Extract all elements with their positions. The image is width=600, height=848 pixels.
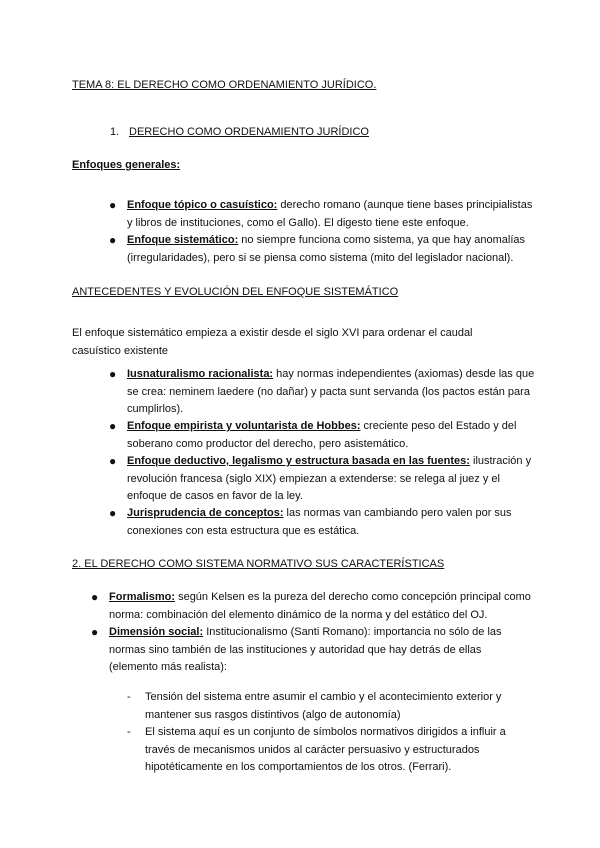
- bullet-text: conexiones con esta estructura que es estática.: [127, 524, 360, 537]
- list-item: [109, 624, 549, 677]
- bullet-text: Institucionalismo (Santi Romano): importancia no sólo de las: [203, 626, 502, 638]
- bullet-dot-icon: ●: [109, 233, 117, 247]
- sub-list-item: [145, 724, 545, 777]
- bullet-text: según Kelsen es la pureza del derecho como concepción principal como: [175, 591, 531, 603]
- bullet-text: se crea: neminem laedere (no dañar) y pacta sunt servanda (los pactos están para: [127, 385, 530, 398]
- bullet-text: revolución francesa (siglo XIX) empiezan a extenderse: se relega al juez y el: [127, 472, 500, 485]
- bullet-dot-icon: ●: [109, 198, 117, 212]
- dash-text: Tensión del sistema entre asumir el cambio y el acontecimiento exterior y: [145, 691, 502, 703]
- bullet-dot-icon: ●: [109, 367, 117, 381]
- bullet-dot-icon: ●: [91, 590, 99, 604]
- section2-heading: 2. EL DERECHO COMO SISTEMA NORMATIVO SUS CARACTERÍSTICAS: [72, 558, 445, 570]
- dash-text: mantener sus rasgos distintivos (algo de autonomía): [145, 708, 401, 721]
- bullet-text: no siempre funciona como sistema, ya que hay anomalías: [238, 234, 526, 246]
- sub-list-item: [145, 689, 545, 724]
- section1-heading: DERECHO COMO ORDENAMIENTO JURÍDICO: [129, 126, 369, 138]
- bullet-text: creciente peso del Estado y del: [360, 420, 517, 432]
- bullet-label: Enfoque deductivo, legalismo y estructura basada en las fuentes:: [127, 455, 470, 467]
- document-title: TEMA 8: EL DERECHO COMO ORDENAMIENTO JURÍDICO.: [72, 79, 377, 91]
- antecedentes-heading: ANTECEDENTES Y EVOLUCIÓN DEL ENFOQUE SISTEMÁTICO: [72, 286, 399, 298]
- list-item: [127, 453, 547, 506]
- list-item: [127, 505, 547, 540]
- bullet-dot-icon: ●: [91, 625, 99, 639]
- list-item: [109, 589, 549, 624]
- bullet-text: y libros de instituciones, como el Gallo). El digesto tiene este enfoque.: [127, 216, 469, 229]
- list-item: [127, 418, 547, 453]
- list-item: [127, 197, 547, 232]
- bullet-label: Enfoque tópico o casuístico:: [127, 199, 278, 211]
- bullet-text: (irregularidades), pero si se piensa como sistema (mito del legislador nacional).: [127, 251, 514, 264]
- bullet-label: Jurisprudencia de conceptos:: [127, 507, 284, 519]
- list-item: [127, 366, 547, 419]
- bullet-label: Formalismo:: [109, 591, 176, 603]
- bullet-dot-icon: ●: [109, 419, 117, 433]
- bullet-text: las normas van cambiando pero valen por sus: [283, 507, 512, 519]
- list-item: [127, 232, 547, 267]
- bullet-label: Iusnaturalismo racionalista:: [127, 368, 274, 380]
- bullet-text: derecho romano (aunque tiene bases principialistas: [277, 199, 533, 211]
- bullet-dot-icon: ●: [109, 506, 117, 520]
- bullet-text: ilustración y: [469, 455, 532, 467]
- enfoques-generales-subheading: Enfoques generales:: [72, 159, 181, 171]
- dash-text: El sistema aquí es un conjunto de símbolos normativos dirigidos a influir a: [145, 726, 506, 738]
- dash-marker-icon: -: [127, 691, 131, 703]
- dash-text: hipotéticamente en los comportamientos de los otros. (Ferrari).: [145, 761, 452, 773]
- bullet-label: Enfoque empirista y voluntarista de Hobbes:: [127, 420, 361, 432]
- dash-marker-icon: -: [127, 726, 131, 738]
- bullet-text: cumplirlos).: [127, 403, 184, 415]
- bullet-text: enfoque de casos en favor de la ley.: [127, 490, 303, 502]
- intro-line: El enfoque sistemático empieza a existir desde el siglo XVI para ordenar el caudal: [72, 327, 473, 339]
- bullet-label: Enfoque sistemático:: [127, 234, 239, 246]
- bullet-label: Dimensión social:: [109, 626, 204, 638]
- antecedentes-intro: [72, 325, 542, 360]
- bullet-text: normas sino también de las instituciones y autoridad que hay detrás de ellas: [109, 643, 482, 656]
- bullet-text: norma: combinación del elemento dinámico de la norma y del estático del OJ.: [109, 608, 488, 621]
- bullet-dot-icon: ●: [109, 454, 117, 468]
- intro-line: casuístico existente: [72, 344, 168, 357]
- section1-number: 1.: [110, 126, 120, 138]
- dash-text: través de mecanismos unidos al carácter persuasivo y estructurados: [145, 743, 480, 756]
- bullet-text: hay normas independientes (axiomas) desde las que: [273, 368, 535, 380]
- bullet-text: soberano como productor del derecho, pero asistemático.: [127, 437, 409, 450]
- bullet-text: (elemento más realista):: [109, 661, 227, 673]
